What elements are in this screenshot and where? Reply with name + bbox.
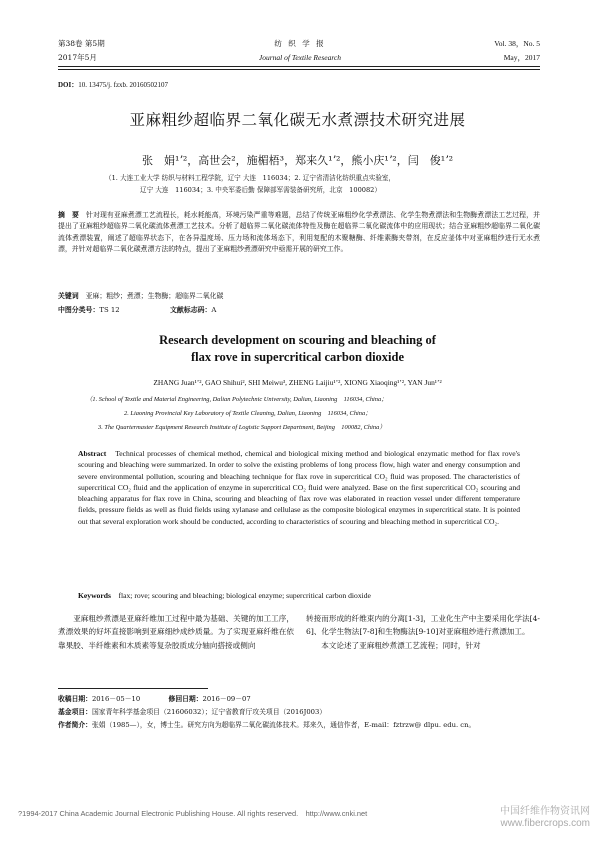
received-date: 2016－05－10 — [91, 695, 141, 703]
affiliation-cn-line1: （1. 大连工业大学 纺织与材料工程学院，辽宁 大连 116034；2. 辽宁省清洁化纺织重点实验室， — [105, 174, 396, 182]
keywords-cn-label: 关键词 — [58, 292, 79, 300]
keywords-cn — [58, 291, 540, 302]
body-column-right — [306, 612, 540, 652]
keywords-en-label: Keywords — [78, 591, 111, 600]
clc-label: 中图分类号： — [58, 306, 100, 314]
footnote-author — [58, 720, 540, 731]
revised-label: 修回日期： — [168, 695, 203, 703]
body-right-paragraph2: 本文论述了亚麻粗纱煮漂工艺流程；同时，针对 — [321, 640, 481, 650]
article-title-en-line2: flax rove in supercritical carbon dioxide — [190, 350, 405, 364]
doc-code-value: A — [211, 306, 217, 314]
footnote-rule — [58, 688, 208, 689]
abstract-en-label: Abstract — [78, 449, 107, 458]
authors-cn: 张 娟¹ʼ²，高世会²，施楣梧³，郑来久¹ʼ²，熊小庆¹ʼ²，闫 俊¹ʼ² — [141, 154, 454, 167]
revised-date: 2016－09－07 — [202, 695, 251, 703]
abstract-cn-label: 摘 要 — [58, 211, 79, 219]
affiliation-en-line3: 3. The Quartermaster Equipment Research Institute of Logistic Support Department, Beijing 100082, China） — [98, 424, 386, 431]
clc-value: TS 12 — [99, 306, 120, 314]
header-rule-top — [58, 66, 540, 67]
body-right-paragraph1: 转接而形成的纤维束内的分离[1-3]，工业化生产中主要采用化学法[4-6]、化学生物法[7-8]和生物酶法[9-10]对亚麻粗纱进行煮漂加工。 — [306, 614, 540, 637]
doc-code-label: 文献标志码： — [170, 306, 212, 314]
footnote-fund — [58, 707, 540, 718]
affiliation-cn-line2: 辽宁 大连 116034；3. 中央军委后勤 保障部军需装备研究所，北京 100082） — [140, 186, 381, 194]
abstract-en-text: Technical processes of chemical method, chemical and biological mixing method and biological enzymatic method for flax rove's scouring and bleaching were summarized. In order to solve the existing problems of long process flow, high water and energy consumption and severe environmental pollution, scouring and bleaching technique for flax rove in supercritical CO₂ fluid was proposed. The characteristics of supercritical CO₂ fluid and the application of enzyme in supercritical CO₂ fluid were analyzed. Base on the first supercritical CO₂ scouring and bleaching apparatus for flax rove in China, scouring and bleaching of flax rove was elaborated in reaction vessel under different temperature fields, pressure fields as well as fluid fields using xylanase and cellulase as the composite biological enzymes in supercritical state. It is pointed out that several exploration work should be conducted, according to characteristics of scouring and bleaching method in supercritical CO₂. — [78, 449, 521, 526]
affiliation-en-line2: 2. Liaoning Provincial Key Laboratory of Textile Cleaning, Dalian, Liaoning 116034, China； — [124, 410, 372, 417]
received-label: 收稿日期： — [58, 695, 92, 703]
doi-value: 10. 13475/j. fzxb. 20160502107 — [78, 81, 169, 89]
cnki-copyright-watermark: ?1994-2017 China Academic Journal Electronic Publishing House. All rights reserved. http://www.cnki.net — [18, 809, 368, 818]
doi-label: DOI： — [58, 81, 79, 89]
affiliation-en-line1: （1. School of Textile and Material Engineering, Dalian Polytechnic University, Dalian, Liaoning 116034, China； — [86, 396, 388, 403]
abstract-en — [78, 448, 520, 527]
classification — [58, 305, 540, 316]
fibercrops-watermark: 中国纤维作物资讯网 www.fibercrops.com — [500, 806, 590, 829]
volume-issue-en: Vol. 38，No. 5 — [494, 39, 540, 48]
body-column-left: 亚麻粗纱煮漂是亚麻纤维加工过程中最为基础、关键的加工工序，煮漂效果的好坏直接影响到亚麻细纱成纱质量。为了实现亚麻纤维在依靠果胶、半纤维素和木质素等复杂胶质成分轴向搭接或侧向 — [58, 614, 294, 650]
article-title-cn: 亚麻粗纱超临界二氧化碳无水煮漂技术研究进展 — [129, 111, 466, 129]
fund-label: 基金项目： — [58, 708, 92, 716]
doi — [58, 80, 168, 90]
volume-issue-cn: 第38卷 第5期 — [58, 39, 105, 48]
journal-name-cn: 纺 织 学 报 — [274, 39, 326, 48]
date-en: May，2017 — [503, 53, 540, 62]
journal-name-en: Journal of Textile Research — [258, 53, 342, 62]
date-cn: 2017年5月 — [58, 53, 97, 62]
header-rule-bottom — [58, 69, 540, 70]
authors-en: ZHANG Juan¹ʼ², GAO Shihui², SHI Meiwu³, ZHENG Laijiu¹ʼ², XIONG Xiaoqing¹ʼ², YAN Jun¹ʼ² — [153, 378, 442, 387]
abstract-cn — [58, 210, 540, 256]
author-note-label: 作者简介： — [58, 721, 92, 729]
fund-text: 国家青年科学基金项目（21606032）；辽宁省教育厅攻关项目（2016J003） — [91, 708, 327, 716]
keywords-en-text: flax; rove; scouring and bleaching; biological enzyme; supercritical carbon dioxide — [118, 591, 371, 600]
footnote-dates — [58, 694, 540, 705]
keywords-cn-text: 亚麻；粗纱；煮漂；生物酶；超临界二氧化碳 — [85, 292, 224, 300]
article-title-en-line1: Research development on scouring and bleaching of — [159, 333, 436, 347]
author-note-text: 张娟（1985—），女，博士生。研究方向为超临界二氧化碳流体技术。郑来久，通信作者，E-mail：fztrzw@ dlpu. edu. cn。 — [91, 721, 476, 729]
abstract-cn-text: 针对现有亚麻煮漂工艺流程长，耗水耗能高，环境污染严重等难题，总结了传统亚麻粗纱化学煮漂法、化学生物煮漂法和生物酶煮漂法工艺过程，并提出了亚麻粗纱超临界二氧化碳流体煮漂工艺技术。分析了超临界二氧化碳流体特性及酶在超临界二氧化碳流体中的应用现状；结合亚麻粗纱超临界二氧化碳流体煮漂装置，阐述了超临界状态下，在各异温度场、压力场和流体场态下，利用复配的木聚糖酶、纤维素酶夹带剂，在反应釜体中对亚麻粗纱进行无水煮漂，并针对超临界二氧化碳煮漂方法的特点，提出了亚麻粗纱煮漂研究中亟需开展的研究工作。 — [58, 211, 541, 254]
keywords-en — [78, 590, 520, 601]
